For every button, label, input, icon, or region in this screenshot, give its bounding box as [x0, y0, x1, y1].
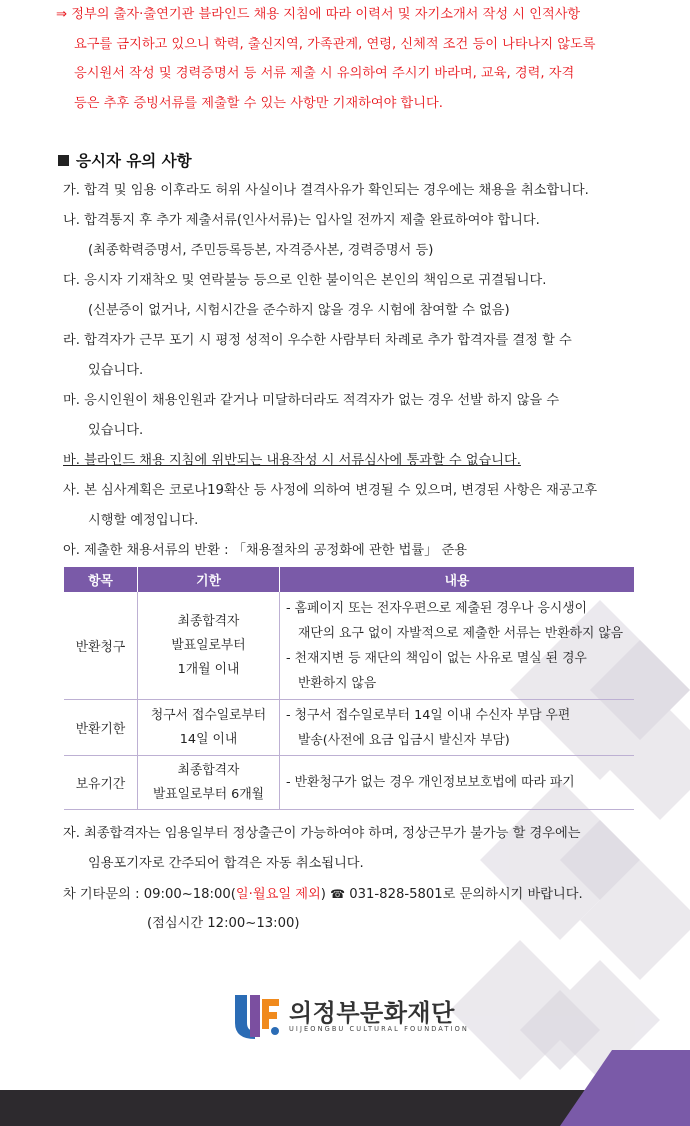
row-content: - 홈페이지 또는 전자우편으로 제출된 경우나 응시생이 재단의 요구 없이 자발적으로 제출한 서류는 반환하지 않음 - 천재지변 등 재단의 책임이 없는 사유로 멸실 된 경우 반환하지 않음	[280, 592, 635, 700]
section-title: 응시자 유의 사항	[58, 146, 192, 176]
note-da-sub: (신분증이 없거나, 시험시간을 준수하지 않을 경우 시험에 참여할 수 없음)	[88, 303, 510, 318]
notice-line-4: 등은 추후 증빙서류를 제출할 수 있는 사항만 기재하여야 합니다.	[74, 95, 443, 111]
foundation-name: 의정부문화재단	[289, 999, 455, 1027]
closed-days: 일·월요일 제외	[235, 887, 321, 902]
note-ra: 라. 합격자가 근무 포기 시 평정 성적이 우수한 사람부터 차례로 추가 합격자를 결정 할 수	[63, 333, 572, 348]
note-ba: 바. 블라인드 채용 지침에 위반되는 내용작성 시 서류심사에 통과할 수 없습니다.	[63, 453, 521, 468]
table-header-row	[64, 567, 634, 592]
table-row	[64, 756, 634, 810]
note-cha: 차 기타문의 : 09:00~18:00(일·월요일 제외) ☎ 031-828-5801로 문의하시기 바랍니다.	[63, 887, 583, 902]
table-row	[64, 592, 634, 700]
phone-icon: ☎	[330, 887, 346, 901]
row-period: 청구서 접수일로부터 14일 이내	[138, 700, 280, 756]
note-da: 다. 응시자 기재착오 및 연락불능 등으로 인한 불이익은 본인의 책임으로 귀결됩니다.	[63, 273, 547, 288]
row-content: - 반환청구가 없는 경우 개인정보보호법에 따라 파기	[280, 756, 635, 810]
header-item: 항목	[64, 567, 138, 592]
additional-notes-list	[63, 819, 683, 939]
header-period: 기한	[138, 567, 280, 592]
note-na: 나. 합격통지 후 추가 제출서류(인사서류)는 입사일 전까지 제출 완료하여야 합니다.	[63, 213, 540, 228]
row-period: 최종합격자 발표일로부터 1개월 이내	[138, 592, 280, 700]
notice-line-3: 응시원서 작성 및 경력증명서 등 서류 제출 시 유의하여 주시기 바라며, 교육, 경력, 자격	[74, 66, 575, 81]
note-a: 아. 제출한 채용서류의 반환 : 「채용절차의 공정화에 관한 법률」 준용	[63, 543, 467, 558]
table-row	[64, 700, 634, 756]
row-item: 보유기간	[64, 756, 138, 810]
applicant-notes-list	[63, 176, 683, 566]
note-ga: 가. 합격 및 임용 이후라도 허위 사실이나 결격사유가 확인되는 경우에는 채용을 취소합니다.	[63, 183, 589, 198]
notice-line-2: 요구를 금지하고 있으니 학력, 출신지역, 가족관계, 연령, 신체적 조건 등이 나타나지 않도록	[74, 36, 596, 52]
note-sa: 사. 본 심사계획은 코로나19확산 등 사정에 의하여 변경될 수 있으며, 변경된 사항은 재공고후	[63, 483, 598, 498]
note-ra-sub: 있습니다.	[88, 363, 144, 378]
row-period: 최종합격자 발표일로부터 6개월	[138, 756, 280, 810]
note-ma: 마. 응시인원이 채용인원과 같거나 미달하더라도 적격자가 없는 경우 선발 하지 않을 수	[63, 393, 560, 408]
row-item: 반환청구	[64, 592, 138, 700]
note-ma-sub: 있습니다.	[88, 423, 144, 438]
foundation-english-name: UIJEONGBU CULTURAL FOUNDATION	[289, 1025, 469, 1033]
foundation-logo	[233, 993, 469, 1041]
notice-arrow: ⇒	[56, 7, 68, 22]
uijeongbu-logo-icon	[233, 993, 281, 1041]
notice-line-1: ⇒ 정부의 출자·출연기관 블라인드 채용 지침에 따라 이력서 및 자기소개서 작성 시 인적사항	[56, 7, 581, 22]
contact-phone: 031-828-5801로 문의하시기 바랍니다.	[345, 887, 583, 902]
row-content: - 청구서 접수일로부터 14일 이내 수신자 부담 우편 발송(사전에 요금 입금시 발신자 부담)	[280, 700, 635, 756]
blind-hiring-notice	[56, 0, 676, 118]
footer-purple-accent	[520, 1050, 690, 1126]
lunch-hours: (점심시간 12:00~13:00)	[147, 916, 300, 931]
note-ja: 자. 최종합격자는 임용일부터 정상출근이 가능하여야 하며, 정상근무가 불가능 할 경우에는	[63, 826, 581, 841]
note-na-sub: (최종학력증명서, 주민등록등본, 자격증사본, 경력증명서 등)	[88, 243, 434, 258]
row-item: 반환기한	[64, 700, 138, 756]
header-content: 내용	[280, 567, 635, 592]
note-ja-sub: 임용포기자로 간주되어 합격은 자동 취소됩니다.	[88, 856, 364, 871]
document-return-table	[64, 567, 634, 810]
note-sa-sub: 시행할 예정입니다.	[88, 513, 199, 528]
square-bullet-icon	[58, 155, 69, 166]
